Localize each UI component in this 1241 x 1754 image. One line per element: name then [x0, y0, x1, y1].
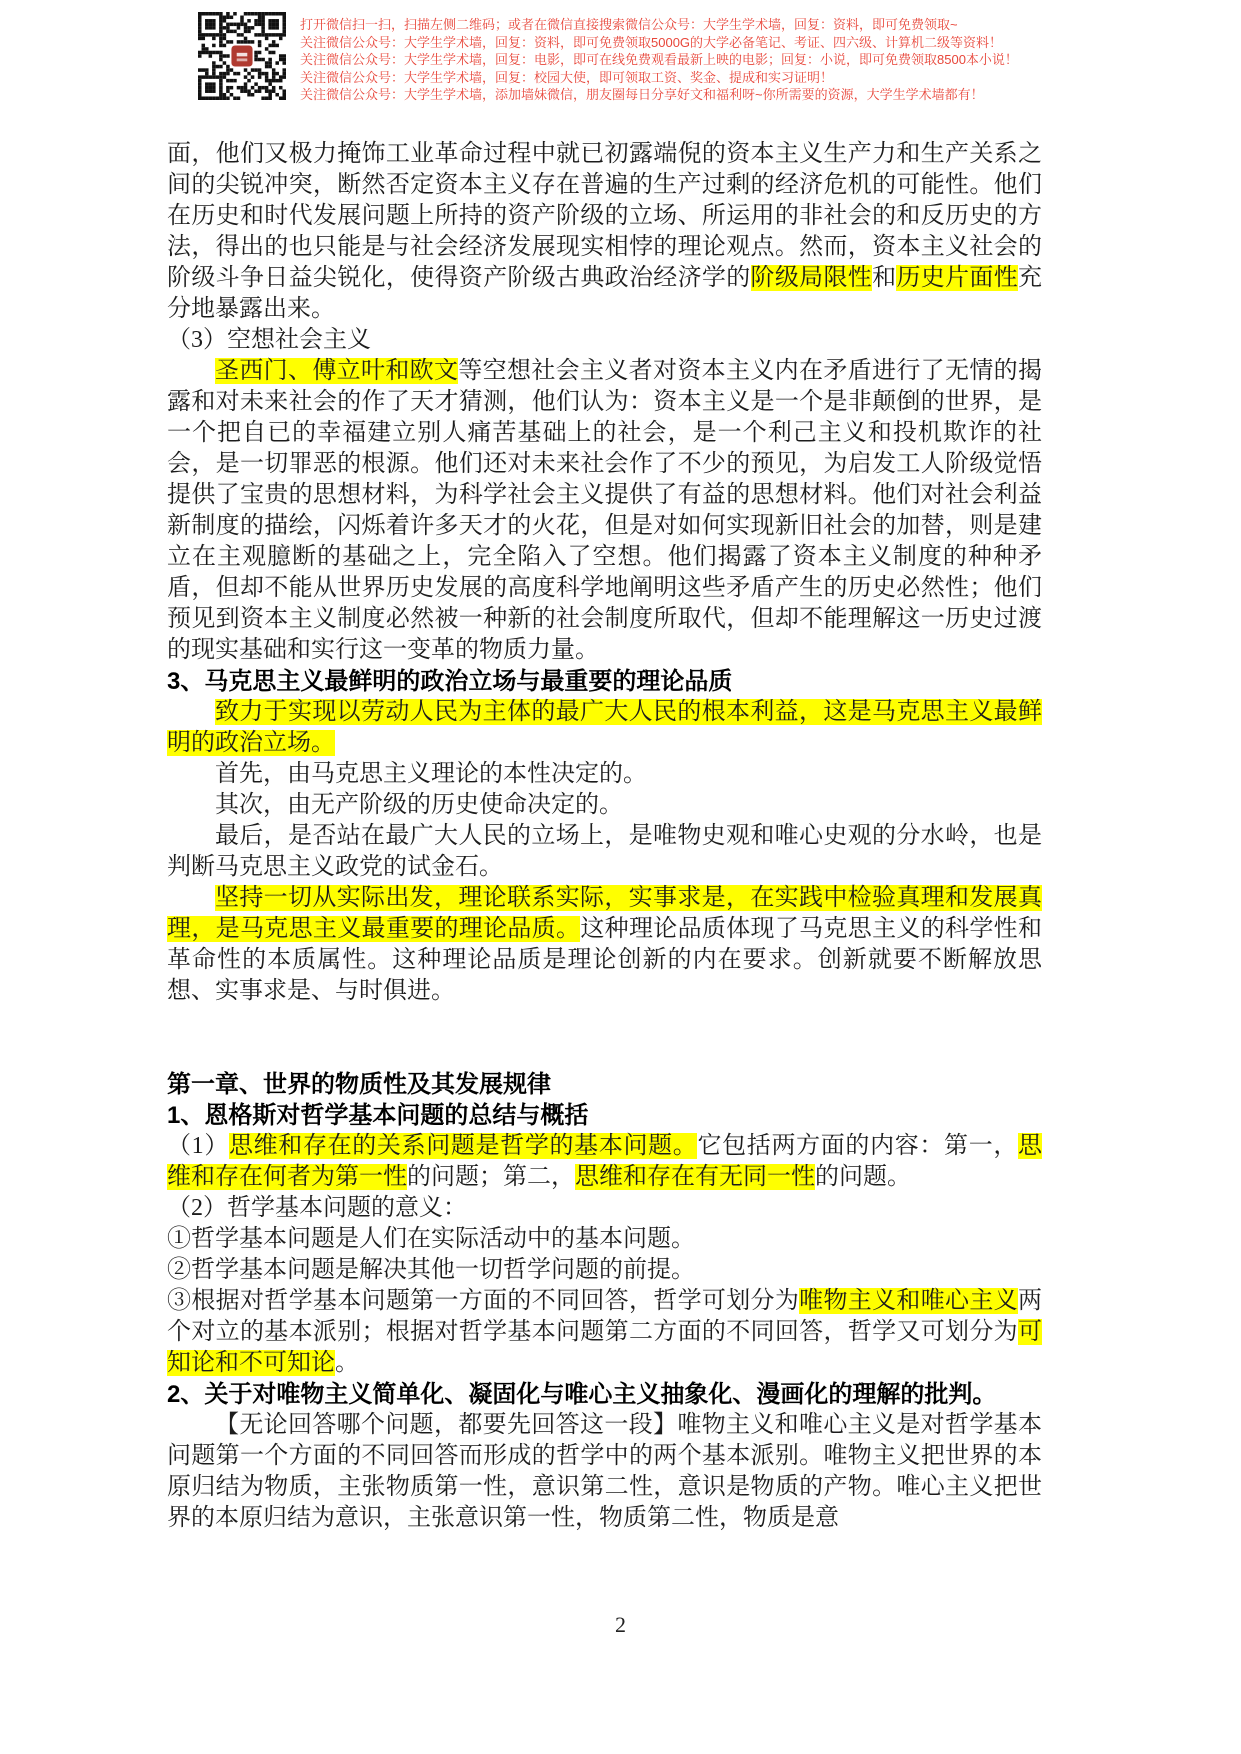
- text-segment: 的问题；第二，: [407, 1164, 575, 1190]
- paragraph: [167, 325, 1042, 356]
- page-number: 2: [615, 1612, 626, 1637]
- paragraph: [167, 759, 1042, 790]
- text-segment: ②哲学基本问题是解决其他一切哲学问题的前提。: [167, 1257, 695, 1283]
- text-segment: （3）空想社会主义: [167, 327, 371, 353]
- highlighted-text: 圣西门、傅立叶和欧文: [215, 358, 459, 384]
- paragraph: [167, 697, 1042, 759]
- paragraph: [167, 1410, 1042, 1534]
- text-segment: （2）哲学基本问题的意义：: [167, 1195, 467, 1221]
- section-heading: [167, 1379, 1042, 1410]
- wechat-qr-code-icon: [198, 12, 286, 100]
- text-segment: 这种理论品质体现了马克思主义的科学性和革命性的本质属性。这种理论品质是理论创新的内在要求。创新就要不断解放思想、实事求是、与时俱进。: [167, 916, 1042, 1004]
- document-body: [167, 139, 1042, 1534]
- highlighted-text: 历史片面性: [896, 265, 1019, 291]
- highlighted-text: 思维和存在有无同一性: [575, 1164, 815, 1190]
- section-heading: [167, 1100, 1042, 1131]
- paragraph: [167, 1286, 1042, 1379]
- highlighted-text: 坚持一切从实际出发，理论联系实际，实事求是，在实践中检验真理和发展真理，是马克思主义最重要的理论品质。: [167, 885, 1042, 942]
- paragraph: [167, 1193, 1042, 1224]
- paragraph: [167, 139, 1042, 325]
- header-line: 关注微信公众号：大学生学术墙，回复：资料，即可免费领取5000G的大学必备笔记、考证、四六级、计算机二级等资料！: [300, 34, 1003, 50]
- paragraph-spacer: [167, 1007, 1042, 1069]
- highlighted-text: 可知论和不可知论: [167, 1319, 1042, 1376]
- text-segment: ①哲学基本问题是人们在实际活动中的基本问题。: [167, 1226, 695, 1252]
- paragraph: [167, 356, 1042, 666]
- section-heading: [167, 666, 1042, 697]
- header-line: 打开微信扫一扫，扫描左侧二维码；或者在微信直接搜索微信公众号：大学生学术墙，回复：资料，即可免费领取~: [300, 17, 958, 32]
- text-segment: 两个对立的基本派别；根据对哲学基本问题第二方面的不同回答，哲学又可划分为: [167, 1288, 1042, 1345]
- text-segment: 和: [872, 265, 897, 291]
- paragraph: [167, 790, 1042, 821]
- header-line: 关注微信公众号：大学生学术墙，添加墙妹微信，朋友圈每日分享好文和福利呀~你所需要的资源，大学生学术墙都有！: [300, 87, 984, 102]
- text-segment: 第一章、世界的物质性及其发展规律: [167, 1071, 551, 1098]
- text-segment: 1、恩格斯对哲学基本问题的总结与概括: [167, 1102, 589, 1129]
- text-segment: 。: [335, 1350, 359, 1376]
- highlighted-text: 唯物主义和唯心主义: [799, 1288, 1018, 1314]
- highlighted-text: 思维和存在何者为第一性: [167, 1133, 1043, 1190]
- paragraph: [167, 883, 1042, 1007]
- text-segment: 其次，由无产阶级的历史使命决定的。: [215, 792, 623, 818]
- highlighted-text: 致力于实现以劳动人民为主体的最广大人民的根本利益，这是马克思主义最鲜明的政治立场。: [167, 699, 1042, 756]
- page-footer: [0, 1612, 1241, 1638]
- text-segment: 最后，是否站在最广大人民的立场上，是唯物史观和唯心史观的分水岭，也是判断马克思主义政党的试金石。: [167, 823, 1042, 880]
- text-segment: 3、马克思主义最鲜明的政治立场与最重要的理论品质: [167, 668, 733, 695]
- text-segment: 它包括两方面的内容：第一，: [697, 1133, 1019, 1159]
- header-line: 关注微信公众号：大学生学术墙，回复：校园大使，即可领取工资、奖金、提成和实习证明！: [300, 69, 834, 85]
- text-segment: 2、关于对唯物主义简单化、凝固化与唯心主义抽象化、漫画化的理解的批判。: [167, 1381, 997, 1408]
- text-segment: 等空想社会主义者对资本主义内在矛盾进行了无情的揭露和对未来社会的作了天才猜测，他们认为：资本主义是一个是非颠倒的世界，是一个把自已的幸福建立别人痛苦基础上的社会，是一个利己主义和投机欺诈的社会，是一切罪恶的根源。他们还对未来社会作了不少的预见，为启发工人阶级觉悟提供了宝贵的思想材料，为科学社会主义提供了有益的思想材料。他们对社会利益新制度的描绘，闪烁着许多天才的火花，但是对如何实现新旧社会的加替，则是建立在主观臆断的基础之上，完全陷入了空想。他们揭露了资本主义制度的种种矛盾，但却不能从世界历史发展的高度科学地阐明这些矛盾产生的历史必然性；他们预见到资本主义制度必然被一种新的社会制度所取代，但却不能理解这一历史过渡的现实基础和实行这一变革的物质力量。: [167, 358, 1043, 663]
- text-segment: ③根据对哲学基本问题第一方面的不同回答，哲学可划分为: [167, 1288, 800, 1314]
- text-segment: 的问题。: [815, 1164, 911, 1190]
- header-line: 关注微信公众号：大学生学术墙，回复：电影，即可在线免费观看最新上映的电影；回复：小说，即可免费领取8500本小说！: [300, 52, 1018, 67]
- header-promo-lines: [300, 12, 1018, 104]
- highlighted-text: 思维和存在的关系问题是哲学的基本问题。: [228, 1133, 698, 1159]
- paragraph: [167, 1255, 1042, 1286]
- paragraph: [167, 1224, 1042, 1255]
- paragraph: [167, 1131, 1042, 1193]
- section-heading: [167, 1069, 1042, 1100]
- text-segment: 面，他们又极力掩饰工业革命过程中就已初露端倪的资本主义生产力和生产关系之间的尖锐冲突，断然否定资本主义存在普遍的生产过剩的经济危机的可能性。他们在历史和时代发展问题上所持的资产阶级的立场、所运用的非社会的和反历史的方法，得出的也只能是与社会经济发展现实相悖的理论观点。然而，资本主义社会的阶级斗争日益尖锐化，使得资产阶级古典政治经济学的: [167, 141, 1042, 291]
- highlighted-text: 阶级局限性: [750, 265, 873, 291]
- text-segment: （1）: [167, 1133, 229, 1159]
- paragraph: [167, 821, 1042, 883]
- page-header: [198, 12, 1018, 104]
- text-segment: 充分地暴露出来。: [167, 265, 1043, 322]
- text-segment: 首先，由马克思主义理论的本性决定的。: [215, 761, 647, 787]
- text-segment: 【无论回答哪个问题，都要先回答这一段】唯物主义和唯心主义是对哲学基本问题第一个方面的不同回答而形成的哲学中的两个基本派别。唯物主义把世界的本原归结为物质，主张物质第一性，意识第二性，意识是物质的产物。唯心主义把世界的本原归结为意识，主张意识第一性，物质第二性，物质是意: [167, 1412, 1042, 1531]
